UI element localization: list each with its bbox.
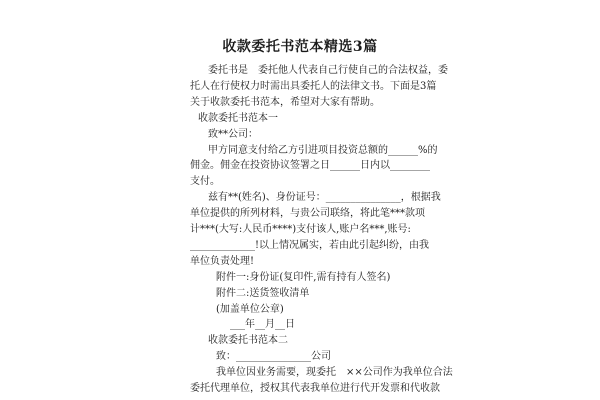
salutation: 致**公司：	[208, 129, 258, 140]
body-line: 佣金。佣金在投资协议签署之日______日内以________	[190, 160, 430, 171]
body-line: 计***(大写:人民币****)支付该人,账户名***,账号:	[190, 224, 411, 235]
body-line: 委托代理单位，授权其代表我单位进行代开发票和代收款	[190, 383, 440, 394]
attachment-line: 附件一:身份证(复印件,需有持有人签名)	[216, 272, 391, 283]
intro-line: 托人在行使权力时需出具委托人的法律文书。下面是3篇	[190, 81, 437, 92]
body-line: 甲方同意支付给乙方引进项目投资总额的______%的	[208, 145, 438, 156]
salutation: 致：_______________公司	[216, 351, 331, 362]
section-heading: 收款委托书范本二	[208, 335, 288, 346]
body-line: 支付。	[190, 176, 220, 187]
body-line: _____________!以上情况属实，若由此引起纠纷，由我	[190, 240, 430, 251]
intro-line: 委托书是 委托他人代表自己行使自己的合法权益，委	[208, 65, 448, 76]
intro-line: 关于收款委托书范本，希望对大家有帮助。	[190, 97, 380, 108]
body-line: 单位负责处理!	[190, 256, 255, 267]
body-line: 我单位因业务需要，现委托 ××公司作为我单位合法	[216, 367, 453, 378]
stamp-note: (加盖单位公章)	[216, 304, 284, 315]
attachment-line: 附件二:送货签收清单	[216, 288, 310, 299]
body-line: 单位提供的所列材料，与贵公司联络，将此笔***款项	[190, 208, 425, 219]
body-line: 兹有**(姓名)、身份证号：_______________，根据我	[208, 192, 441, 203]
date-line: ___年__月__日	[230, 319, 295, 330]
section-heading: 收款委托书范本一	[198, 113, 278, 124]
document-title: 收款委托书范本精选3篇	[222, 39, 378, 55]
